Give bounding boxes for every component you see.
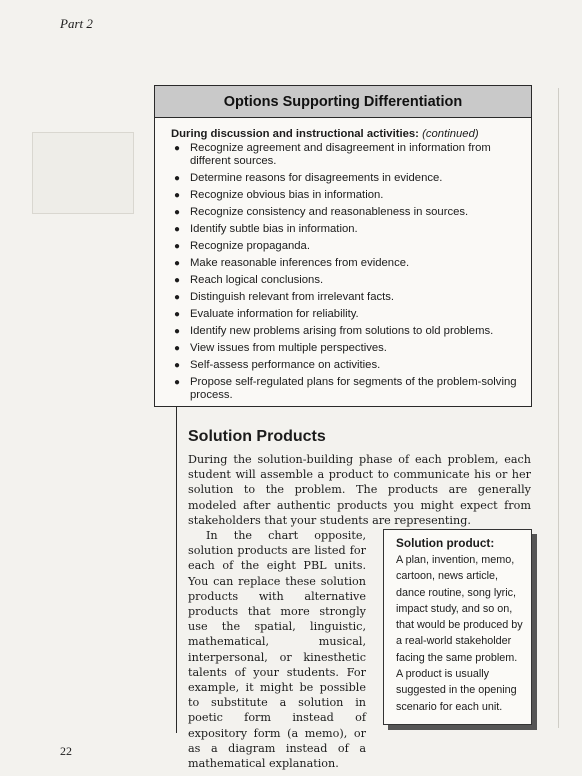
bullet-icon: ● (174, 309, 181, 320)
bullet-icon: ● (174, 377, 181, 388)
bullet-icon: ● (174, 275, 181, 286)
list-item (171, 359, 517, 372)
definition-box-panel (383, 529, 532, 725)
page-number: 22 (60, 744, 72, 758)
bullet-icon: ● (174, 207, 181, 218)
list-item (171, 291, 517, 304)
bullet-icon: ● (174, 173, 181, 184)
list-item-text: Distinguish relevant from irrelevant facts. (190, 291, 395, 303)
list-item-text: Identify subtle bias in information. (190, 223, 358, 235)
bullet-icon: ● (174, 343, 181, 354)
list-item (171, 240, 517, 253)
list-item-text: Recognize agreement and disagreement in information from different sources. (190, 142, 491, 167)
chart-paragraph-text: In the chart opposite, solution products are listed for each of the eight PBL units. You can replace these solution products with alternative products that more strongly use the spatial, linguistic, mathematical, musical, interpersonal, or kinesthetic talents of your students. For example, it might be possible to substitute a solution in poetic form instead of expository form (a memo), or as a diagram instead of a mathematical explanation. (188, 529, 366, 771)
options-box-title: Options Supporting Differentiation (155, 86, 531, 118)
list-item (171, 274, 517, 287)
list-item (171, 325, 517, 338)
bullet-icon: ● (174, 326, 181, 337)
options-subhead (171, 128, 517, 140)
list-item (171, 257, 517, 270)
list-item (171, 189, 517, 202)
list-item (171, 342, 517, 355)
definition-box (383, 529, 537, 730)
list-item (171, 376, 517, 402)
list-item-text: Make reasonable inferences from evidence. (190, 257, 410, 269)
list-item-text: Propose self-regulated plans for segments of the problem-solving process. (190, 376, 517, 401)
bullet-icon: ● (174, 143, 181, 154)
reverse-side-rule (558, 88, 559, 728)
list-item (171, 172, 517, 185)
chart-paragraph (188, 528, 366, 771)
definition-title: Solution product: (396, 536, 495, 550)
bullet-icon: ● (174, 360, 181, 371)
section-rule (176, 407, 177, 733)
list-item (171, 142, 517, 168)
list-item-text: Evaluate information for reliability. (190, 308, 359, 320)
definition-text: A plan, invention, memo, cartoon, news article, dance routine, song lyric, impact study, and so on, that would be produced by a real-world stakeholder facing the same problem. A product is usually suggested in the opening scenario for each unit. (396, 554, 523, 713)
options-box-body (155, 118, 531, 402)
list-item-text: Reach logical conclusions. (190, 274, 324, 286)
bullet-icon: ● (174, 292, 181, 303)
list-item-text: View issues from multiple perspectives. (190, 342, 387, 354)
running-head: Part 2 (60, 16, 93, 31)
bullet-icon: ● (174, 258, 181, 269)
list-item (171, 308, 517, 321)
bullet-icon: ● (174, 190, 181, 201)
subhead-text: During discussion and instructional activities: (171, 128, 419, 140)
subhead-continued: (continued) (422, 128, 479, 140)
list-item-text: Identify new problems arising from solutions to old problems. (190, 325, 494, 337)
list-item-text: Recognize obvious bias in information. (190, 189, 384, 201)
list-item-text: Recognize consistency and reasonableness in sources. (190, 206, 469, 218)
list-item-text: Determine reasons for disagreements in evidence. (190, 172, 443, 184)
list-item (171, 223, 517, 236)
list-item-text: Recognize propaganda. (190, 240, 310, 252)
options-box (154, 85, 532, 407)
list-item-text: Self-assess performance on activities. (190, 359, 381, 371)
intro-paragraph: During the solution-building phase of each problem, each student will assemble a product to communicate his or her solution to the problem. The products are generally modeled after authentic products you might expect from stakeholders that your students are representing. (188, 453, 531, 527)
reverse-side-showthrough (32, 132, 134, 214)
section-title: Solution Products (188, 428, 326, 445)
bullet-icon: ● (174, 241, 181, 252)
options-list (171, 142, 517, 402)
list-item (171, 206, 517, 219)
bullet-icon: ● (174, 224, 181, 235)
